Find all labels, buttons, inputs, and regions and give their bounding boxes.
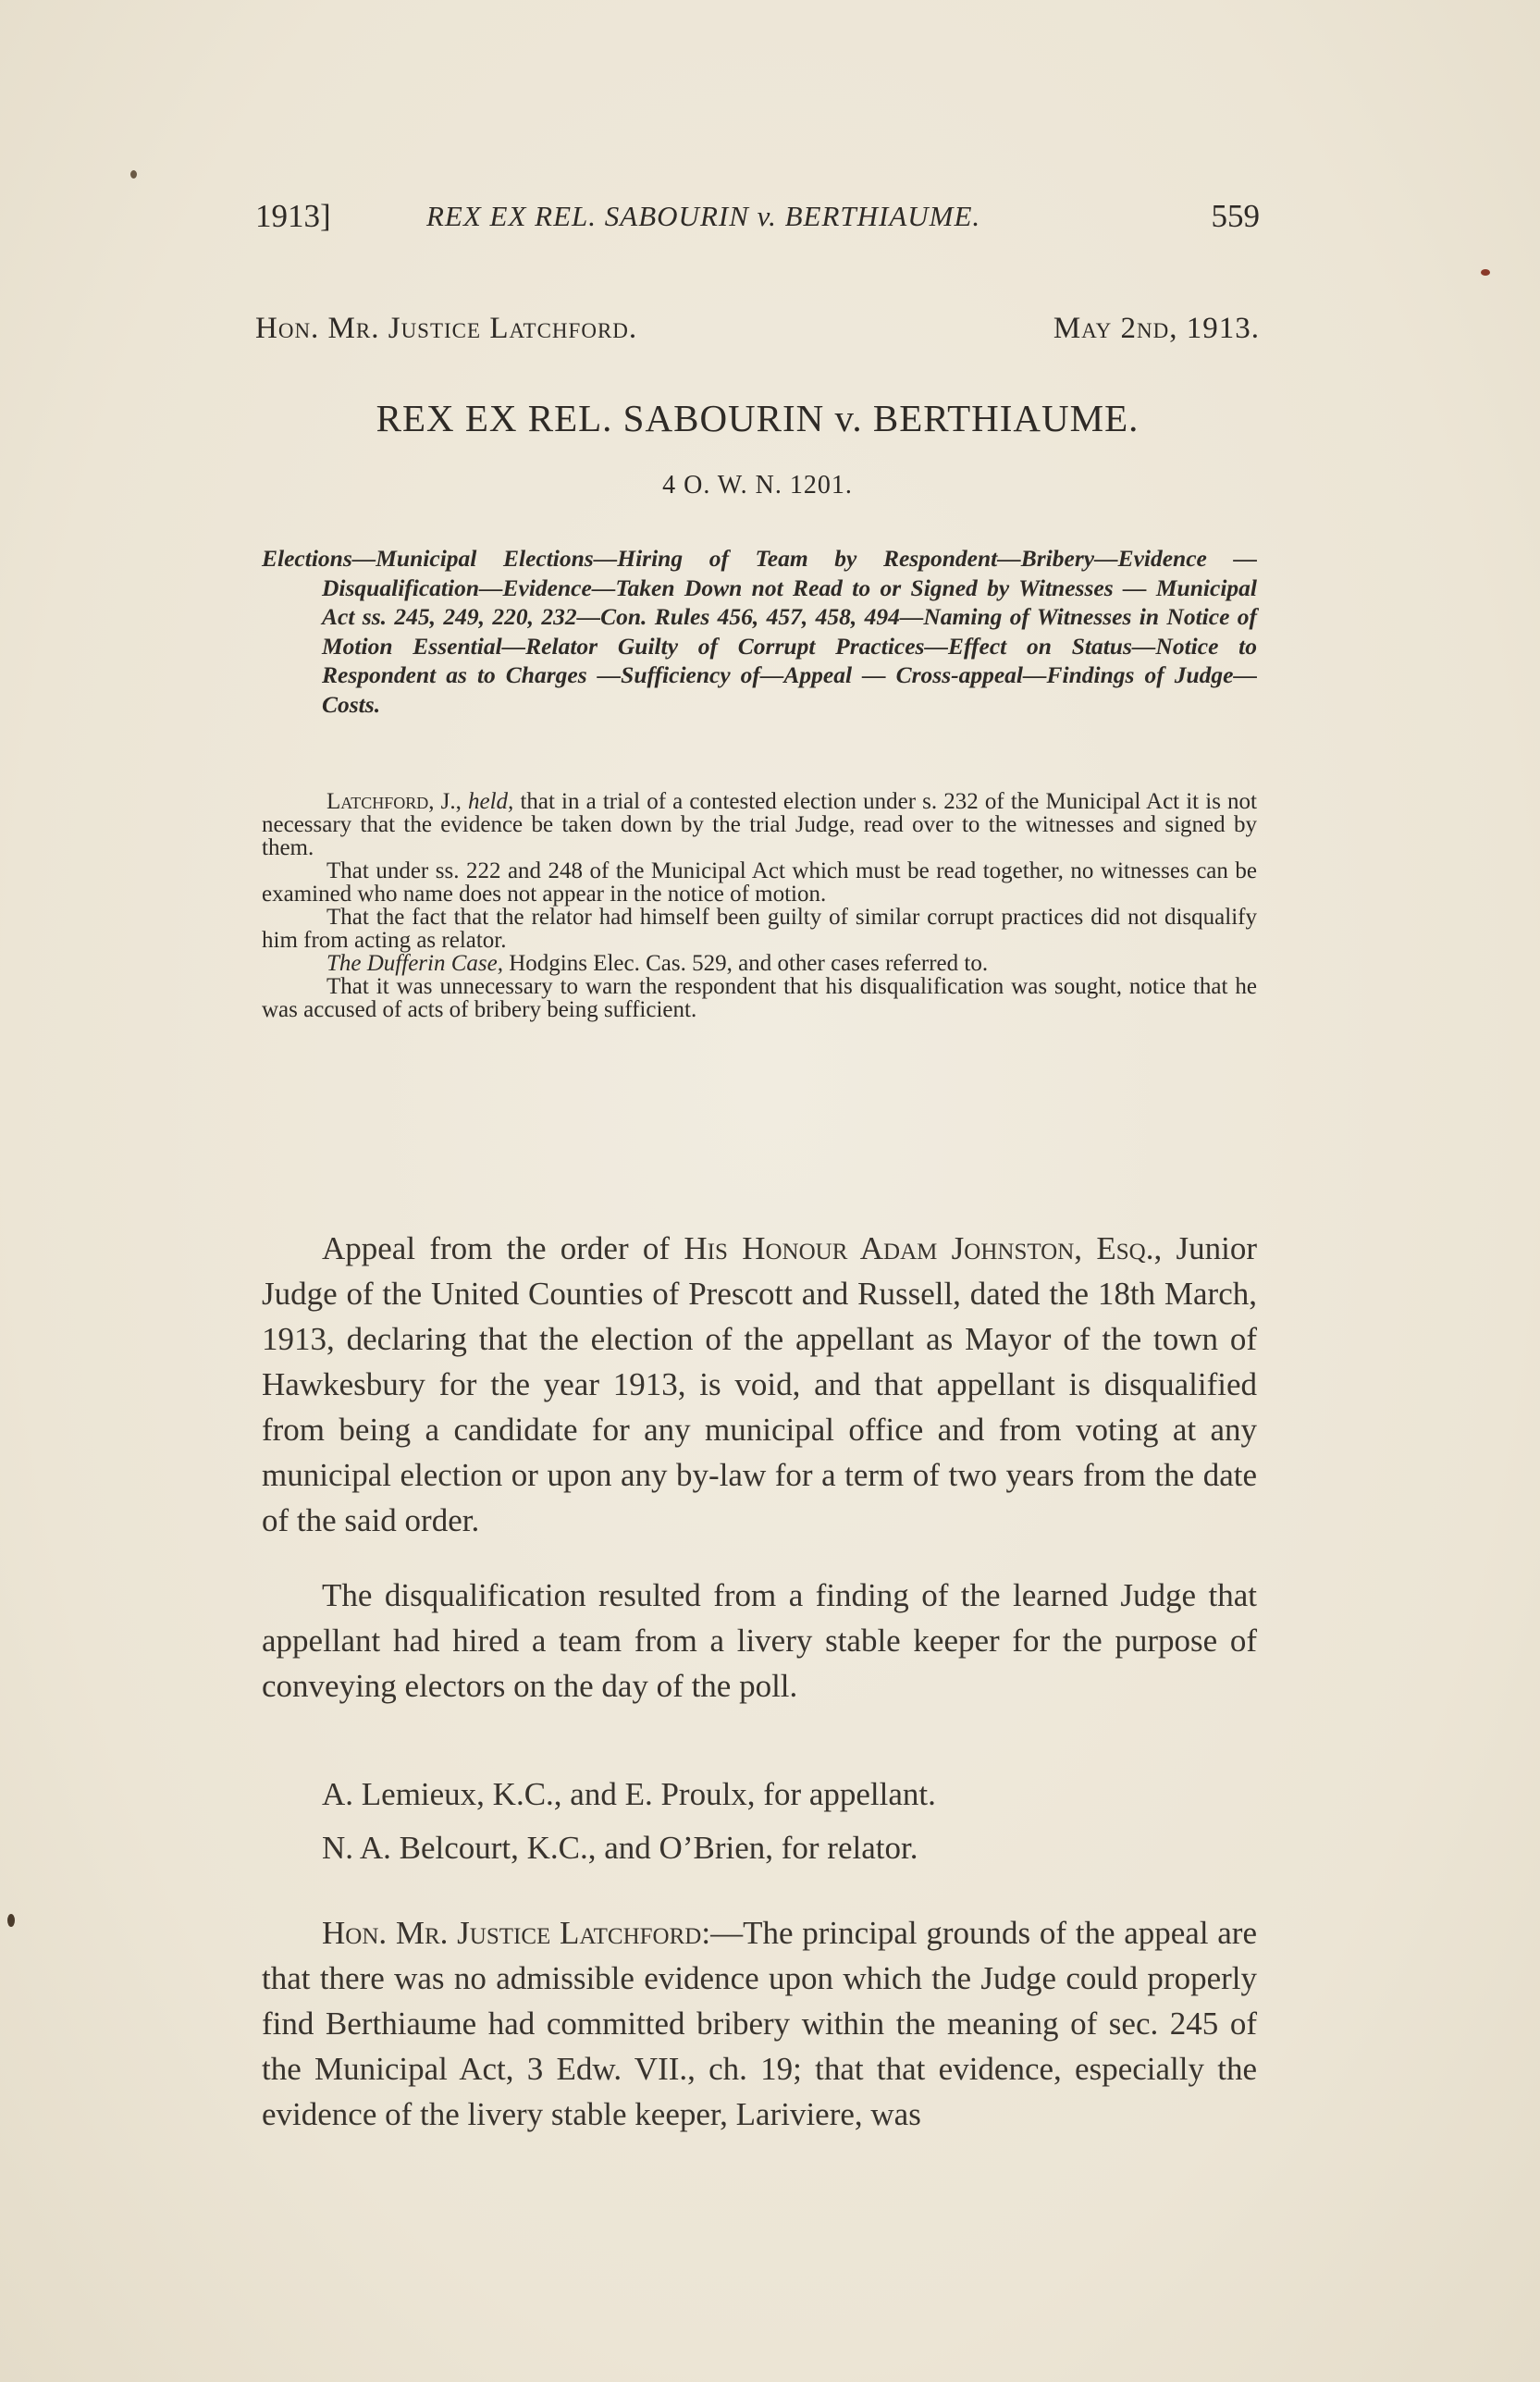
held-paragraph [262, 790, 1257, 859]
case-citation: 4 O. W. N. 1201. [662, 471, 853, 500]
appeal-start: Appeal from the order of [322, 1230, 671, 1266]
held-word: held, [468, 789, 514, 814]
page-number: 559 [1211, 198, 1260, 234]
appeal-judge-name: His Honour Adam Johnston, [684, 1230, 1083, 1266]
held-text: that in a trial of a contested election under s. 232 of the Municipal Act it is not necessary that the evidence be taken down by the trial Judge, read over to the witnesses and signed by them. [262, 789, 1257, 860]
headnote-text: Elections—Municipal Elections—Hiring of Team by Respondent—Bribery—Evidence — Disqualification—Evidence—Taken Down not Read to or Signed by Witnesses — Municipal Act ss. 245, 249, 220, 232—Con. Rules 456, 457, 458, 494—Naming of Witnesses in Notice of Motion Essential—Relator Guilty of Corrupt Practices—Effect on Status—Notice to Respondent as to Charges —Sufficiency of—Appeal — Cross-appeal—Findings of Judge—Costs. [262, 545, 1257, 718]
held-judge: Latchford, J., [326, 789, 462, 814]
running-head [255, 198, 1260, 241]
appeal-esq: Esq., [1096, 1230, 1163, 1266]
case-title: REX EX REL. SABOURIN v. BERTHIAUME. [376, 397, 1140, 439]
paper-speck [130, 170, 137, 179]
headnote-keywords [262, 544, 1257, 719]
paper-speck [7, 1914, 15, 1927]
counsel-appellant [262, 1771, 1257, 1817]
held-text: Hodgins Elec. Cas. 529, and other cases referred to. [509, 951, 989, 976]
held-summary [262, 790, 1257, 1021]
appeal-text: Junior Judge of the United Counties of Prescott and Russell, dated the 18th March, 1913, declaring that the election of the appellant as Mayor of the town of Hawkesbury for the year 1913, is void, and that appellant is disqualified from being a candidate for any municipal office and from voting at any municipal election or upon any by-law for a term of two years from the date of the said order. [262, 1230, 1258, 1538]
judge-name: Hon. Mr. Justice Latchford. [255, 312, 638, 345]
decision-date: May 2nd, 1913. [1053, 312, 1260, 345]
cited-case: The Dufferin Case, [326, 951, 503, 976]
held-paragraph: That it was unnecessary to warn the respondent that his disqualification was sought, notice that he was accused of acts of bribery being sufficient. [262, 974, 1257, 1022]
disqualification-paragraph [262, 1573, 1257, 1709]
appeal-paragraph [262, 1226, 1257, 1543]
counsel-appellant-text: A. Lemieux, K.C., and E. Proulx, for appellant. [322, 1776, 936, 1812]
counsel-relator [262, 1825, 1257, 1870]
held-paragraph [262, 952, 1257, 975]
judgment-judge: Hon. Mr. Justice Latchford: [322, 1915, 711, 1951]
counsel-relator-text: N. A. Belcourt, K.C., and O’Brien, for relator. [322, 1830, 918, 1866]
held-paragraph: That under ss. 222 and 248 of the Municipal Act which must be read together, no witnesses can be examined who name does not appear in the notice of motion. [262, 858, 1257, 907]
judgment-text: —The principal grounds of the appeal are that there was no admissible evidence upon which the Judge could properly find Berthiaume had committed bribery within the meaning of sec. 245 of the Municipal Act, 3 Edw. VII., ch. 19; that that evidence, especially the evidence of the livery stable keeper, Lariviere, was [262, 1915, 1257, 2132]
disqualification-text: The disqualification resulted from a finding of the learned Judge that appellant had hired a team from a livery stable keeper for the purpose of conveying electors on the day of the poll. [262, 1577, 1257, 1704]
held-paragraph: That the fact that the relator had himself been guilty of similar corrupt practices did not disqualify him from acting as relator. [262, 905, 1257, 953]
running-head-title: REX EX REL. SABOURIN v. BERTHIAUME. [426, 200, 981, 232]
paper-speck [1481, 269, 1490, 276]
running-head-year: 1913] [255, 198, 331, 234]
judgment-paragraph [262, 1910, 1257, 2137]
